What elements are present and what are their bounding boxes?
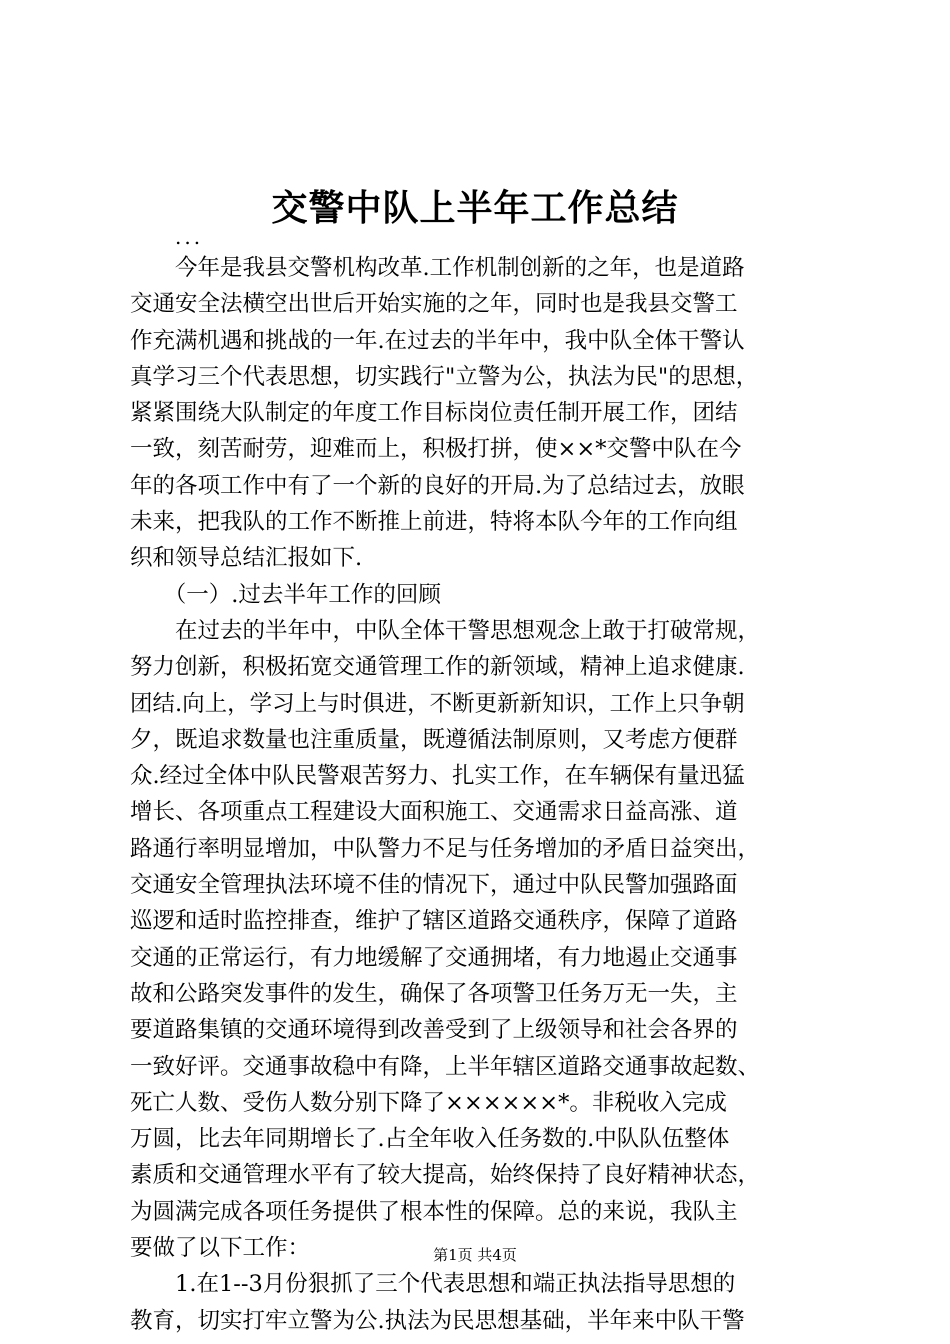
document-title: 交警中队上半年工作总结 <box>271 187 679 229</box>
list-item-line: 1.在1--3月份狠抓了三个代表思想和端正执法指导思想的 <box>130 1271 736 1298</box>
text-line: 真学习三个代表思想，切实践行"立警为公，执法为民"的思想， <box>130 363 759 390</box>
body-text <box>130 250 830 1339</box>
text-line: 交通安全管理执法环境不佳的情况下，通过中队民警加强路面 <box>130 872 738 899</box>
page-number: 第1页 共4页 <box>433 1246 517 1264</box>
text-line: 年的各项工作中有了一个新的良好的开局.为了总结过去，放眼 <box>130 472 745 499</box>
text-line: 交通安全法横空出世后开始实施的之年，同时也是我县交警工 <box>130 291 738 318</box>
text-line: 死亡人数、受伤人数分别下降了××××××*。非税收入完成 <box>130 1089 727 1116</box>
text-line: 要道路集镇的交通环境得到改善受到了上级领导和社会各界的 <box>130 1017 738 1044</box>
text-line: 紧紧围绕大队制定的年度工作目标岗位责任制开展工作，团结 <box>130 400 738 427</box>
text-line: 交通的正常运行，有力地缓解了交通拥堵，有力地遏止交通事 <box>130 944 738 971</box>
text-line: 巡逻和适时监控排查，维护了辖区道路交通秩序，保障了道路 <box>130 908 738 935</box>
text-line: 在过去的半年中，中队全体干警思想观念上敢于打破常规， <box>130 617 761 644</box>
text-line: 团结.向上，学习上与时俱进，不断更新新知识，工作上只争朝 <box>130 690 745 717</box>
text-line: 为圆满完成各项任务提供了根本性的保障。总的来说，我队主 <box>130 1198 738 1225</box>
ellipsis-text: ... <box>175 225 204 249</box>
text-line: 素质和交通管理水平有了较大提高，始终保持了良好精神状态， <box>130 1162 761 1189</box>
text-line: 作充满机遇和挑战的一年.在过去的半年中，我中队全体干警认 <box>130 327 745 354</box>
text-line: 努力创新，积极拓宽交通管理工作的新领域，精神上追求健康. <box>130 654 745 681</box>
text-line: 一致，刻苦耐劳，迎难而上，积极打拼，使××*交警中队在今 <box>130 436 742 463</box>
text-line: 教育，切实打牢立警为公.执法为民思想基础，半年来中队干警 <box>130 1307 745 1334</box>
text-line: 一致好评。交通事故稳中有降，上半年辖区道路交通事故起数、 <box>130 1053 761 1080</box>
text-line: 要做了以下工作： <box>130 1235 311 1262</box>
text-line: 故和公路突发事件的发生，确保了各项警卫任务万无一失，主 <box>130 980 738 1007</box>
text-line: 众.经过全体中队民警艰苦努力、扎实工作，在车辆保有量迅猛 <box>130 763 745 790</box>
text-line: 路通行率明显增加，中队警力不足与任务增加的矛盾日益突出， <box>130 835 761 862</box>
text-line: 织和领导总结汇报如下. <box>130 545 363 572</box>
text-line: 万圆，比去年同期增长了.占全年收入任务数的.中队队伍整体 <box>130 1126 730 1153</box>
text-line: 今年是我县交警机构改革.工作机制创新的之年，也是道路 <box>130 255 745 281</box>
section-heading: （一）.过去半年工作的回顾 <box>130 581 441 608</box>
text-line: 未来，把我队的工作不断推上前进，特将本队今年的工作向组 <box>130 509 738 536</box>
text-line: 夕，既追求数量也注重质量，既遵循法制原则，又考虑方便群 <box>130 726 738 753</box>
text-line: 增长、各项重点工程建设大面积施工、交通需求日益高涨、道 <box>130 799 738 826</box>
